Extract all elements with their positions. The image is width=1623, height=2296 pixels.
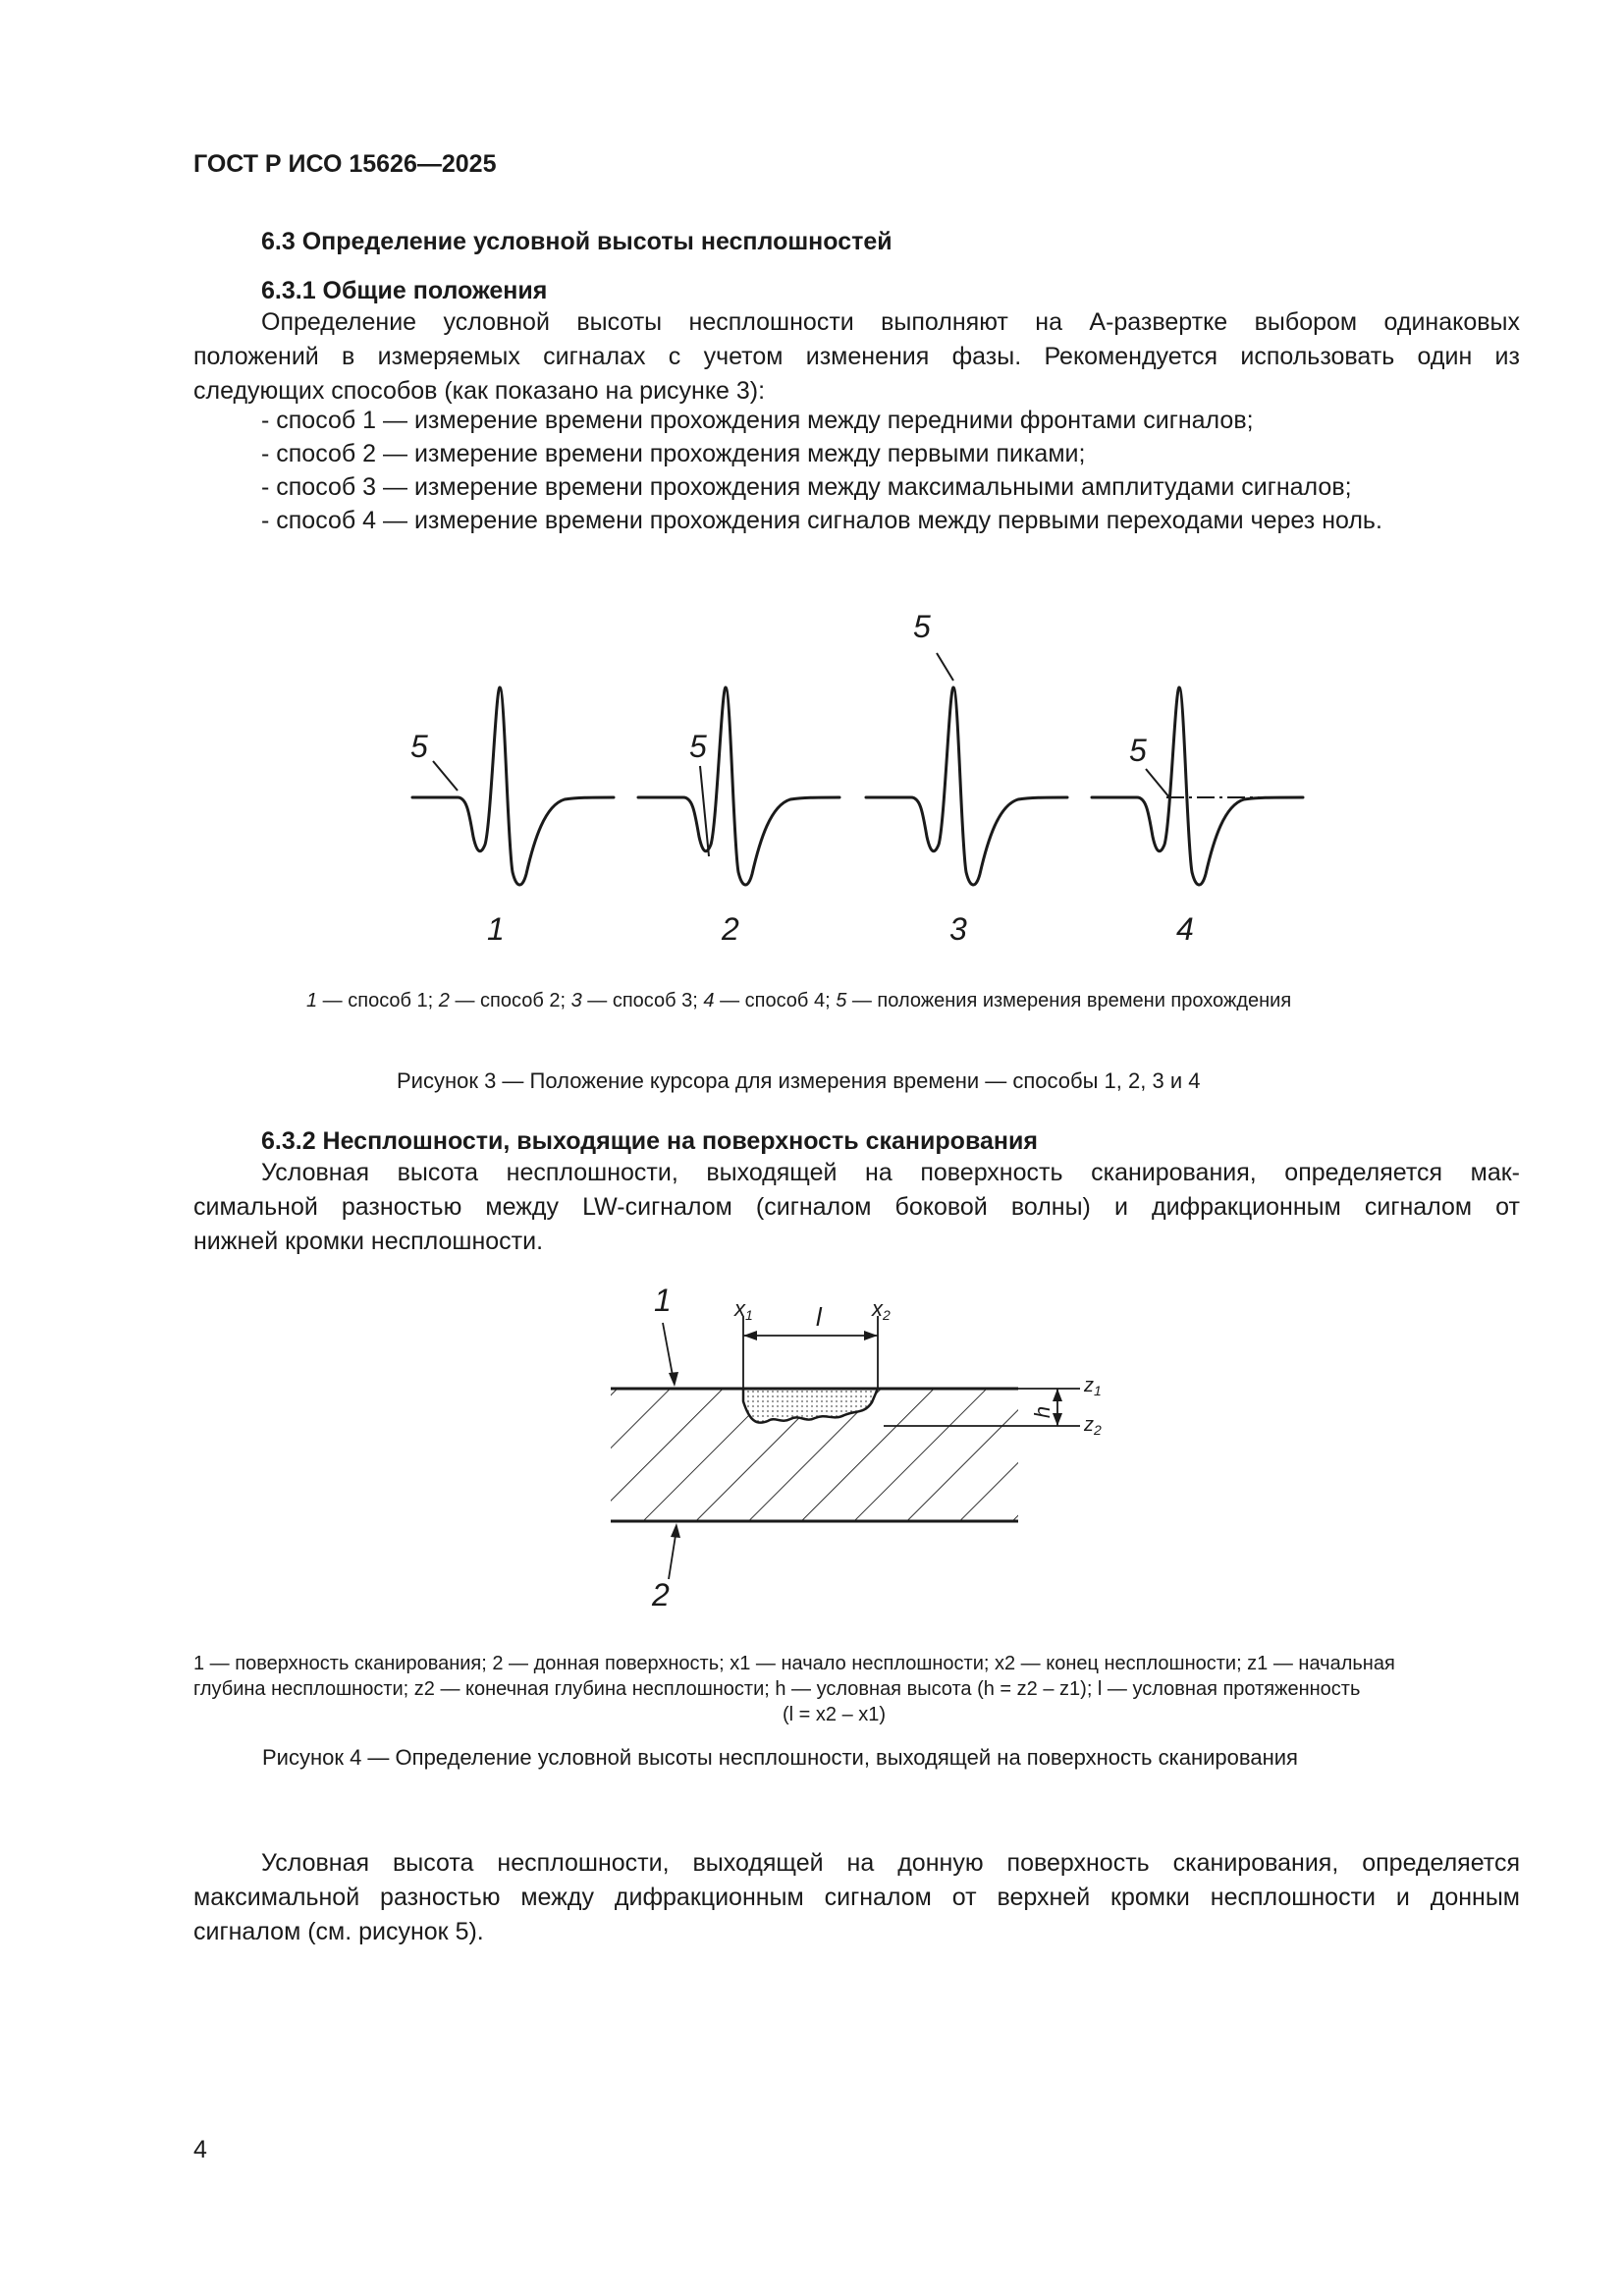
- final-para-line-1: Условная высота несплошности, выходящей на донную поверхность сканирования, определяется: [261, 1849, 1520, 1877]
- marker-5-label-1: 5: [410, 729, 428, 764]
- figure-4-h: h: [1030, 1405, 1055, 1419]
- method-item-3: - способ 3 — измерение времени прохождения между максимальными амплитудами сигналов;: [261, 473, 1352, 501]
- section-6-3-title: 6.3 Определение условной высоты несплошностей: [261, 228, 893, 255]
- figure-4-drawing: [0, 1277, 1623, 1630]
- leader-line-3: [937, 653, 953, 681]
- figure-3-label-4: 4: [1176, 911, 1194, 947]
- figure-4-caption: Рисунок 4 — Определение условной высоты несплошности, выходящей на поверхность сканирования: [262, 1745, 1298, 1770]
- final-para-line-2: максимальной разностью между дифракционным сигналом от верхней кромки несплошности и донным: [193, 1884, 1520, 1911]
- figure-3-waveforms: [0, 0, 1623, 982]
- figure-4-legend-line-1: 1 — поверхность сканирования; 2 — донная поверхность; x1 — начало несплошности; x2 — конец несплошности; z1 — начальная: [193, 1653, 1395, 1674]
- figure-4-legend-line-3: (l = x2 – x1): [783, 1704, 887, 1725]
- figure-3-label-1: 1: [487, 911, 505, 947]
- figure-4-x1: $x_1$: [734, 1296, 753, 1323]
- marker-5-label-2: 5: [689, 729, 707, 764]
- marker-5-label-3: 5: [913, 609, 931, 644]
- marker-5-label-4: 5: [1129, 733, 1147, 768]
- section-6-3-2-title: 6.3.2 Несплошности, выходящие на поверхность сканирования: [261, 1127, 1038, 1155]
- figure-3-caption: Рисунок 3 — Положение курсора для измерения времени — способы 1, 2, 3 и 4: [397, 1068, 1201, 1093]
- para-6-3-2-line-1: Условная высота несплошности, выходящей на поверхность сканирования, определяется мак-: [261, 1159, 1520, 1186]
- leader-line-1: [433, 761, 458, 791]
- waveform-4: [1092, 687, 1303, 885]
- para-6-3-2-line-2: симальной разностью между LW-сигналом (сигналом боковой волны) и дифракционным сигналом от: [193, 1193, 1520, 1221]
- figure-4-x2: $x_2$: [872, 1296, 891, 1323]
- waveform-2: [638, 687, 839, 885]
- figure-3-label-3: 3: [949, 911, 967, 947]
- figure-4-z2: $z_2$: [1084, 1414, 1102, 1438]
- method-item-4: - способ 4 — измерение времени прохождения сигналов между первыми переходами через ноль.: [261, 507, 1382, 534]
- section-6-3-1-title: 6.3.1 Общие положения: [261, 277, 548, 304]
- figure-4-label-2: 2: [652, 1577, 670, 1613]
- intro-line-2: положений в измеряемых сигналах с учетом изменения фазы. Рекомендуется использовать один из: [193, 343, 1520, 370]
- figure-4-z1: $z_1$: [1084, 1375, 1102, 1398]
- figure-3-label-2: 2: [722, 911, 739, 947]
- waveform-1: [412, 687, 614, 885]
- intro-line-3: следующих способов (как показано на рисунке 3):: [193, 377, 766, 405]
- figure-4-l: l: [816, 1302, 822, 1332]
- para-6-3-2-line-3: нижней кромки несплошности.: [193, 1228, 544, 1255]
- method-item-1: - способ 1 — измерение времени прохождения между передними фронтами сигналов;: [261, 407, 1254, 434]
- final-para-line-3: сигналом (см. рисунок 5).: [193, 1918, 484, 1945]
- document-header: ГОСТ Р ИСО 15626—2025: [193, 150, 497, 178]
- page-number: 4: [193, 2136, 207, 2163]
- figure-3-legend: 1 — способ 1; 2 — способ 2; 3 — способ 3; 4 — способ 4; 5 — положения измерения времени прохождения: [306, 990, 1292, 1011]
- leader-line-4: [1146, 769, 1169, 797]
- method-item-2: - способ 2 — измерение времени прохождения между первыми пиками;: [261, 440, 1086, 467]
- figure-4-label-1: 1: [654, 1283, 672, 1318]
- figure-4-legend-line-2: глубина несплошности; z2 — конечная глубина несплошности; h — условная высота (h = z2 – z1); l — условная протяженность: [193, 1678, 1361, 1700]
- intro-line-1: Определение условной высоты несплошности выполняют на А-развертке выбором одинаковых: [261, 308, 1520, 336]
- waveform-3: [866, 687, 1067, 885]
